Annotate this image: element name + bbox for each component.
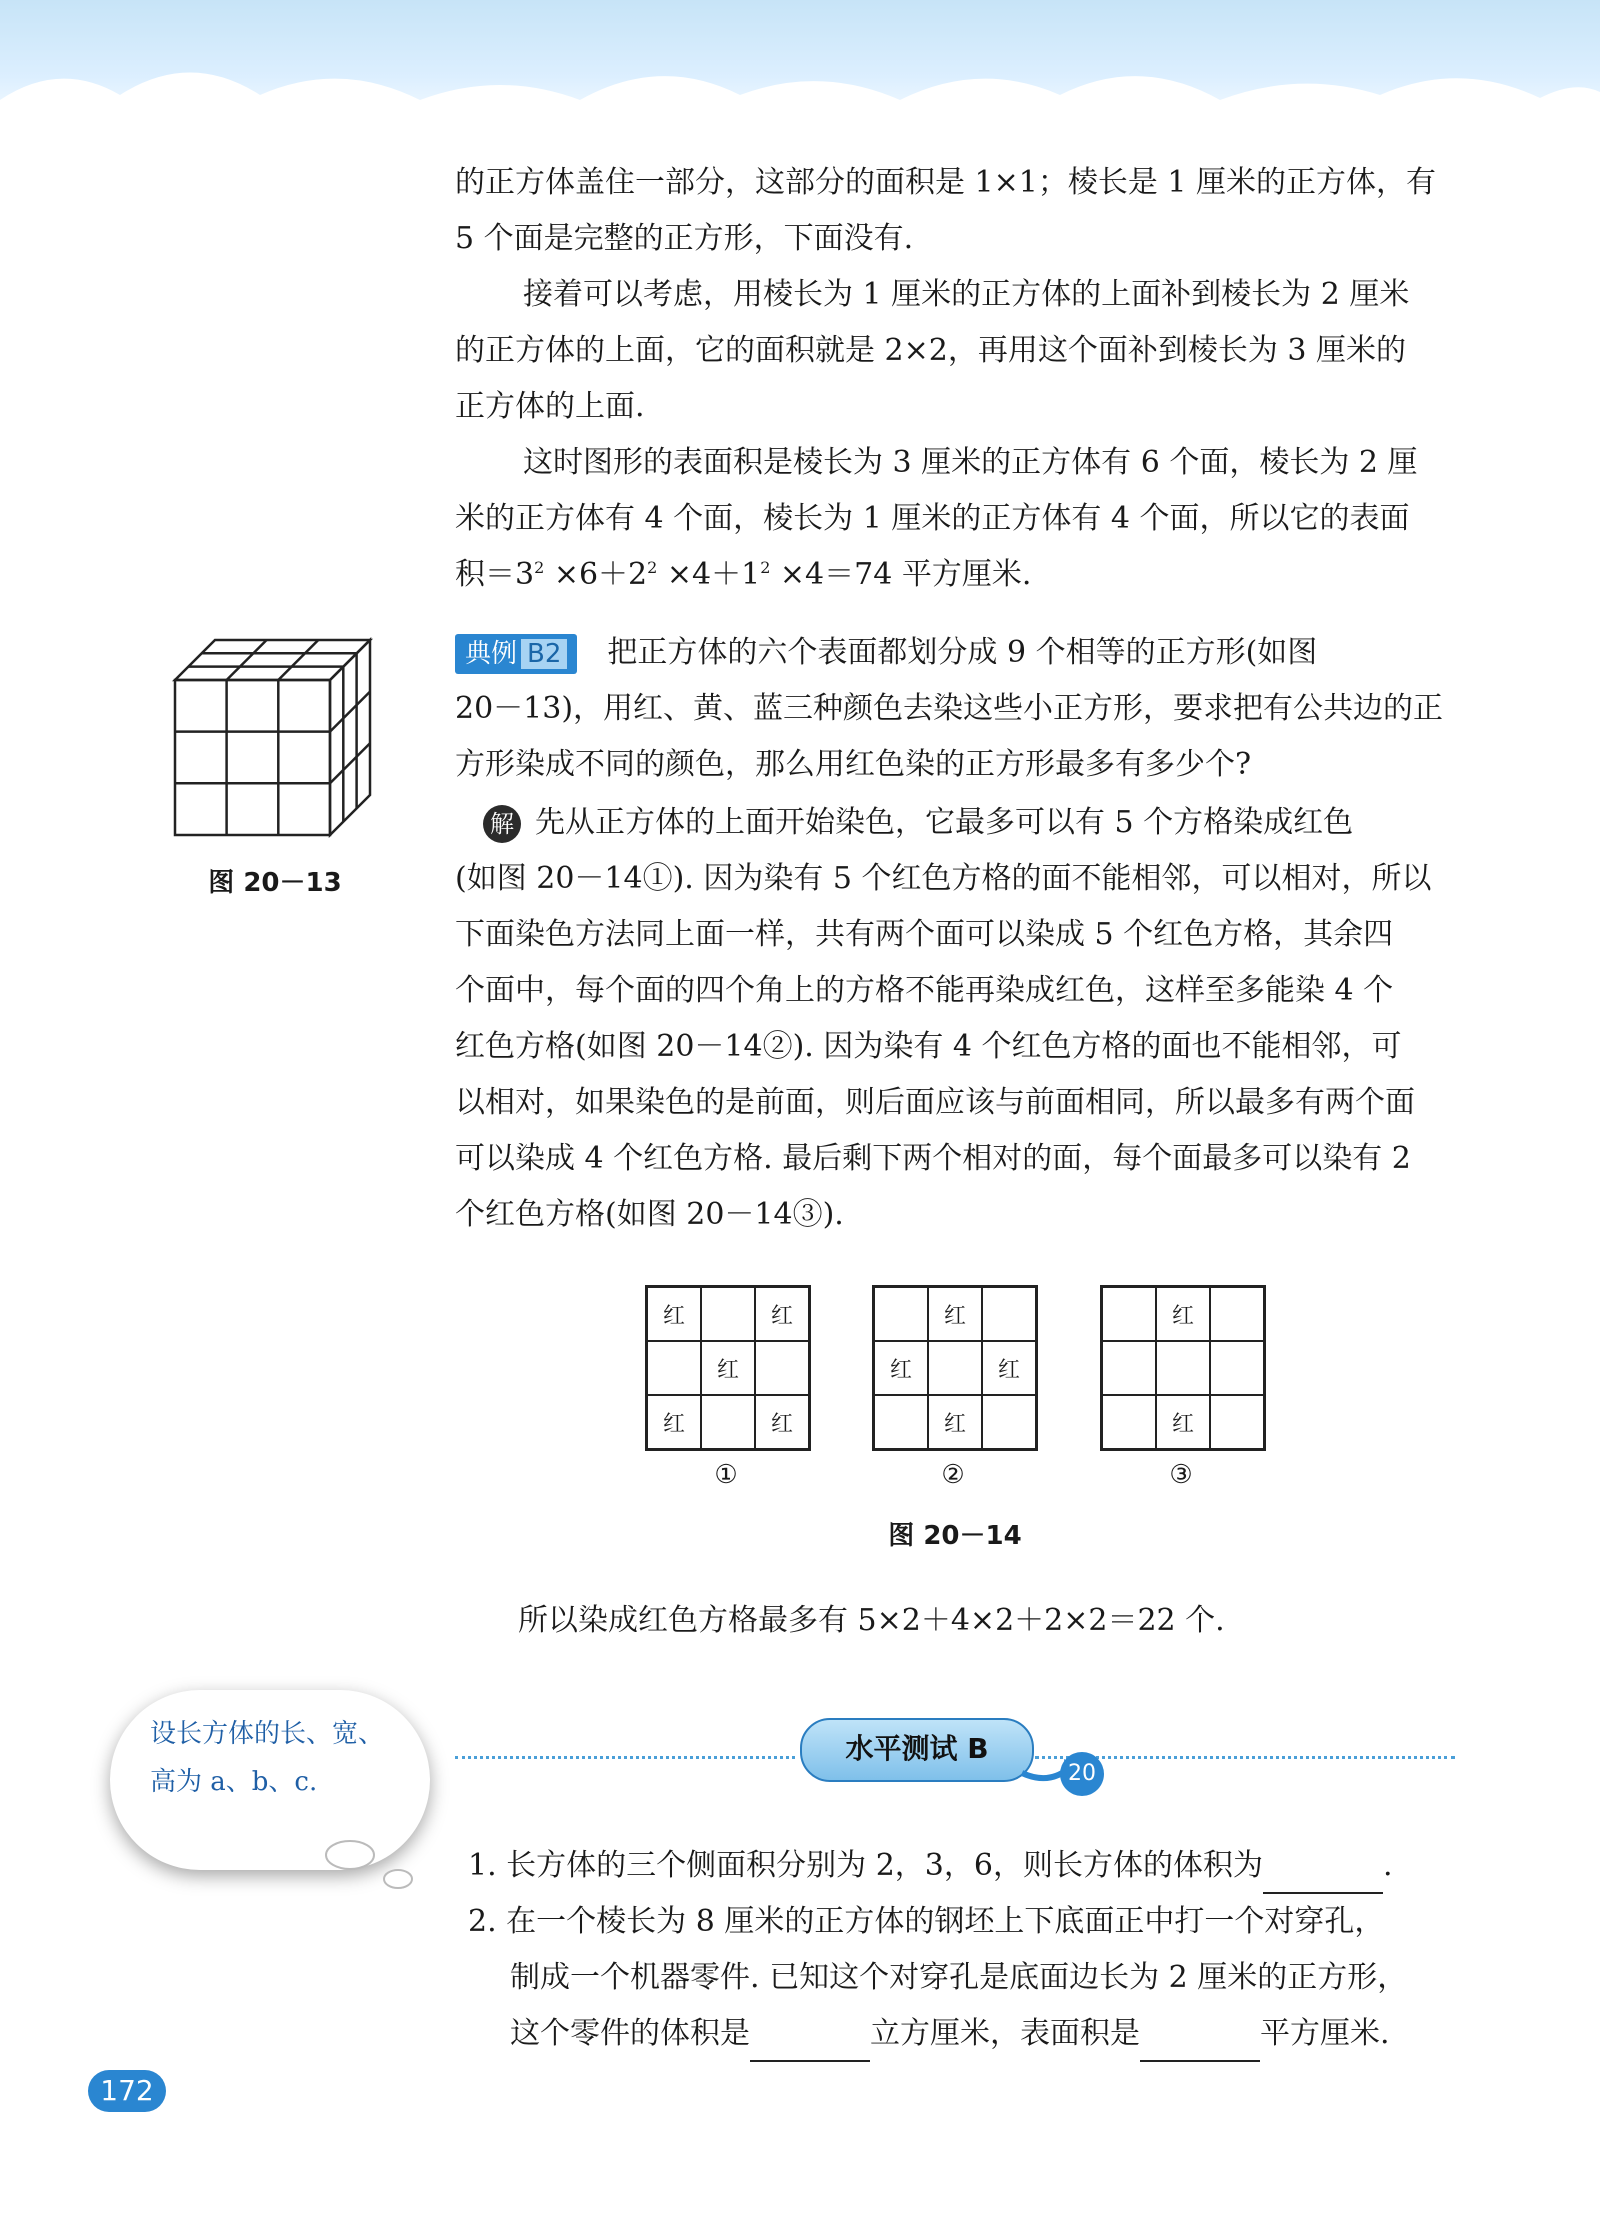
paragraph-2 <box>455 267 1465 435</box>
text-line: 个面中，每个面的四个角上的方格不能再染成红色，这样至多能染 4 个 <box>455 973 1394 1008</box>
grid-cell: 红 <box>701 1341 755 1395</box>
divider <box>455 1756 795 1759</box>
grid-cell: 红 <box>755 1395 809 1449</box>
grid-cell <box>1210 1287 1264 1341</box>
paragraph-3 <box>455 435 1465 603</box>
text-line: 的正方体盖住一部分，这部分的面积是 1×1；棱长是 1 厘米的正方体，有 <box>455 165 1437 200</box>
text-line: 个红色方格(如图 20－14③). <box>455 1197 844 1232</box>
grid-cell <box>1102 1395 1156 1449</box>
text-line: 先从正方体的上面开始染色，它最多可以有 5 个方格染成红色 <box>535 805 1354 840</box>
level-test-title: 水平测试 B <box>800 1718 1034 1782</box>
text-line: 下面染色方法同上面一样，共有两个面可以染成 5 个红色方格，其余四 <box>455 917 1394 952</box>
grid-cell <box>874 1287 928 1341</box>
header-sky-decoration <box>0 0 1600 140</box>
text-line: 接着可以考虑，用棱长为 1 厘米的正方体的上面补到棱长为 2 厘米 <box>523 277 1410 312</box>
grid-cell <box>647 1341 701 1395</box>
page-number: 172 <box>88 2070 166 2112</box>
grid-label: ③ <box>1169 1460 1193 1490</box>
grid-cell: 红 <box>874 1341 928 1395</box>
coloring-grid-2 <box>872 1285 1038 1451</box>
grid-cell <box>1156 1341 1210 1395</box>
figure-caption: 图 20－13 <box>208 868 342 898</box>
grid-cell <box>874 1395 928 1449</box>
grid-cell: 红 <box>755 1287 809 1341</box>
text-line: 的正方体的上面，它的面积就是 2×2，再用这个面补到棱长为 3 厘米的 <box>455 333 1407 368</box>
grid-cell: 红 <box>1156 1287 1210 1341</box>
grid-label: ② <box>941 1460 965 1490</box>
text-line: 以相对，如果染色的是前面，则后面应该与前面相同，所以最多有两个面 <box>455 1085 1415 1120</box>
cloud-border-icon <box>0 0 1600 140</box>
grid-cell: 红 <box>1156 1395 1210 1449</box>
text-line: 可以染成 4 个红色方格. 最后剩下两个相对的面，每个面最多可以染有 2 <box>455 1141 1411 1176</box>
grid-cell: 红 <box>928 1287 982 1341</box>
grid-label: ① <box>714 1460 738 1490</box>
cloud-tail-icon <box>320 1835 430 1895</box>
figure-caption: 图 20－14 <box>888 1521 1022 1551</box>
text-line: (如图 20－14①). 因为染有 5 个红色方格的面不能相邻，可以相对，所以 <box>455 861 1432 896</box>
grid-cell: 红 <box>647 1287 701 1341</box>
tip-text: 设长方体的长、宽、 高为 a、b、c. <box>150 1719 385 1797</box>
grid-cell <box>982 1395 1036 1449</box>
text-line: 5 个面是完整的正方形，下面没有. <box>455 221 914 256</box>
grid-cell <box>1102 1287 1156 1341</box>
grid-cell: 红 <box>647 1395 701 1449</box>
text-line: 这时图形的表面积是棱长为 3 厘米的正方体有 6 个面，棱长为 2 厘 <box>523 445 1418 480</box>
grid-cell <box>701 1395 755 1449</box>
grid-cell: 红 <box>928 1395 982 1449</box>
cube-figure <box>165 630 385 850</box>
example-tag: 典例 B2 <box>455 634 577 674</box>
intro-paragraph <box>455 155 1465 267</box>
grid-cell <box>1210 1395 1264 1449</box>
text-line: 米的正方体有 4 个面，棱长为 1 厘米的正方体有 4 个面，所以它的表面 <box>455 501 1410 536</box>
coloring-grid-3 <box>1100 1285 1266 1451</box>
question-2-line: 制成一个机器零件. 已知这个对穿孔是底面边长为 2 厘米的正方形， <box>510 1960 1408 1995</box>
text-line: 20－13)，用红、黄、蓝三种颜色去染这些小正方形，要求把有公共边的正 <box>455 691 1444 726</box>
grid-cell <box>928 1341 982 1395</box>
grid-cell <box>755 1341 809 1395</box>
answer-blank[interactable] <box>750 2030 870 2062</box>
text-line: 方形染成不同的颜色，那么用红色染的正方形最多有多少个? <box>455 747 1252 782</box>
grid-cell <box>701 1287 755 1341</box>
answer-blank[interactable] <box>1140 2030 1260 2062</box>
grid-cell <box>982 1287 1036 1341</box>
text-line: 红色方格(如图 20－14②). 因为染有 4 个红色方格的面也不能相邻，可 <box>455 1029 1402 1064</box>
grid-cell: 红 <box>982 1341 1036 1395</box>
text-line: 把正方体的六个表面都划分成 9 个相等的正方形(如图 <box>607 635 1318 670</box>
question-2-line: 这个零件的体积是 立方厘米，表面积是 平方厘米. <box>510 2006 1390 2062</box>
solution-badge-icon: 解 <box>483 805 521 843</box>
question-1: 1. 长方体的三个侧面积分别为 2，3，6，则长方体的体积为 . <box>468 1838 1393 1894</box>
coloring-grid-1 <box>645 1285 811 1451</box>
text-line: 正方体的上面. <box>455 389 645 424</box>
example-block <box>455 625 1465 793</box>
formula-line: 积$=3^2 \times 6+2^2 \times 4+1^2 \times 4=74$ 平方厘米. <box>455 557 1032 592</box>
grid-cell <box>1102 1341 1156 1395</box>
answer-blank[interactable] <box>1263 1862 1383 1894</box>
question-2-line: 2. 在一个棱长为 8 厘米的正方体的钢坯上下底面正中打一个对穿孔， <box>468 1904 1385 1939</box>
solution-block <box>455 795 1465 1243</box>
conclusion-line: 所以染成红色方格最多有 5×2＋4×2＋2×2＝22 个. <box>518 1603 1225 1638</box>
grid-cell <box>1210 1341 1264 1395</box>
level-test-number: 20 <box>1060 1752 1104 1796</box>
